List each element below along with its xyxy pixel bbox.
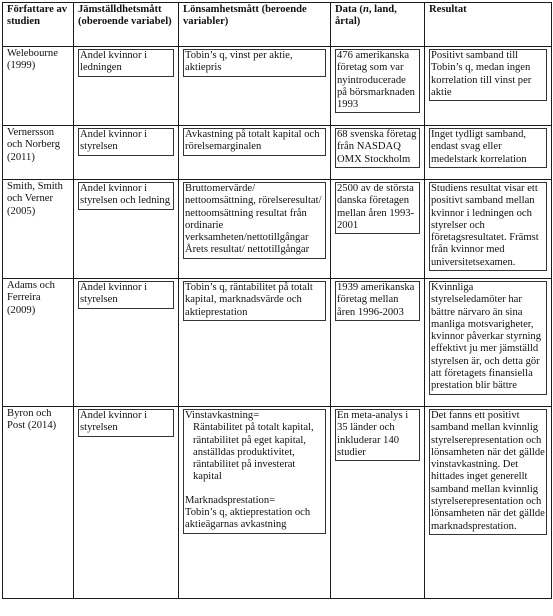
cell-data-text: 476 amerikanska företag som var nyintroducerade på börsmarknaden 1993	[335, 49, 420, 113]
cell-result-text: Positivt samband till Tobin’s q, medan ingen korrelation till vinst per aktie	[429, 49, 547, 101]
cell-profit	[179, 47, 331, 126]
table-row	[3, 279, 552, 407]
cell-result	[425, 279, 552, 407]
cell-equality	[74, 279, 179, 407]
header-data-n: n	[362, 4, 369, 15]
cell-profit	[179, 180, 331, 279]
cell-equality-text: Andel kvinnor i ledningen	[78, 49, 174, 77]
table-header-row	[3, 3, 552, 47]
profit-group-head-1: Vinstavkastning=	[185, 410, 260, 421]
cell-profit-text: Tobin’s q, räntabilitet på totalt kapital, marknadsvärde och aktieprestation	[183, 281, 326, 321]
cell-data-text: 1939 amerikanska företag mellan åren 1996-2003	[335, 281, 420, 321]
cell-profit	[179, 279, 331, 407]
cell-result	[425, 407, 552, 599]
cell-equality-text: Andel kvinnor i styrelsen och ledning	[78, 182, 174, 210]
cell-data	[331, 279, 425, 407]
profit-group-body-1: Räntabilitet på totalt kapital, räntabilitet på eget kapital, anställdas produktivitet, räntabilitet på investerat kapital	[193, 422, 314, 483]
cell-equality	[74, 126, 179, 180]
cell-author: Adams och Ferreira (2009)	[3, 279, 74, 407]
cell-data	[331, 180, 425, 279]
cell-result	[425, 180, 552, 279]
profit-group-head-2: Marknadsprestation=	[185, 494, 276, 506]
cell-profit	[179, 407, 331, 599]
header-equality: Jämställdhetsmått (oberoende variabel)	[74, 3, 179, 47]
cell-author: Smith, Smith och Verner (2005)	[3, 180, 74, 279]
cell-author: Vernersson och Norberg (2011)	[3, 126, 74, 180]
header-data-suffix: , land, årtal)	[335, 4, 397, 28]
header-profit: Lönsamhetsmått (beroende variabler)	[179, 3, 331, 47]
header-data-prefix: Data (	[335, 4, 363, 15]
cell-data	[331, 407, 425, 599]
cell-result	[425, 47, 552, 126]
cell-author: Welebourne (1999)	[3, 47, 74, 126]
cell-result	[425, 126, 552, 180]
profit-group-gap	[185, 484, 324, 495]
cell-equality-text: Andel kvinnor i styrelsen	[78, 409, 174, 437]
table-row	[3, 407, 552, 599]
cell-profit	[179, 126, 331, 180]
header-result: Resultat	[425, 3, 552, 47]
cell-profit-text: Tobin’s q, vinst per aktie, aktiepris	[183, 49, 326, 77]
cell-equality	[74, 47, 179, 126]
table-row	[3, 126, 552, 180]
profit-group-body-2: Tobin’s q, aktieprestation och aktieägarnas avkastning	[185, 506, 311, 531]
header-data	[331, 3, 425, 47]
table-row	[3, 180, 552, 279]
table-row	[3, 47, 552, 126]
cell-profit-text: Avkastning på totalt kapital och rörelsemarginalen	[183, 128, 326, 156]
cell-data	[331, 126, 425, 180]
cell-data-text: En meta-analys i 35 länder och inkluderar 140 studier	[335, 409, 420, 461]
cell-data-text: 68 svenska företag från NASDAQ OMX Stockholm	[335, 128, 420, 168]
cell-result-text: Inget tydligt samband, endast svag eller medelstark korrelation	[429, 128, 547, 168]
cell-equality	[74, 407, 179, 599]
cell-result-text: Det fanns ett positivt samband mellan kvinnlig styrelserepresentation och lönsamheten när det gällde vinstavkastning. Det hittades inget generellt samband mellan kvinnlig styrelserepresentation och lönsamheten när det gällde marknadsprestation.	[429, 409, 547, 535]
cell-result-text: Studiens resultat visar ett positivt samband mellan kvinnor i ledningen och styrelser och företagsresultatet. Främst från kvinnor med universitetsexamen.	[429, 182, 547, 271]
cell-profit-box	[183, 409, 326, 534]
cell-data-text: 2500 av de största danska företagen mellan åren 1993-2001	[335, 182, 420, 234]
cell-equality-text: Andel kvinnor i styrelsen	[78, 281, 174, 309]
cell-result-text: Kvinnliga styrelseledamöter har bättre närvaro än sina manliga motsvarigheter, kvinnor påverkar styrning effektivt ju mer jämställd styrelsen är, och detta gör att företagets finansiella prestation blir bättre	[429, 281, 547, 395]
cell-equality-text: Andel kvinnor i styrelsen	[78, 128, 174, 156]
cell-data	[331, 47, 425, 126]
cell-profit-text: Bruttomervärde/ nettoomsättning, rörelseresultat/ nettoomsättning resultat från ordinarie verksamheten/nettotillgångar Årets resultat/ nettotillgångar	[183, 182, 326, 259]
cell-equality	[74, 180, 179, 279]
studies-table	[2, 2, 552, 599]
cell-author: Byron och Post (2014)	[3, 407, 74, 599]
header-author: Författare av studien	[3, 3, 74, 47]
